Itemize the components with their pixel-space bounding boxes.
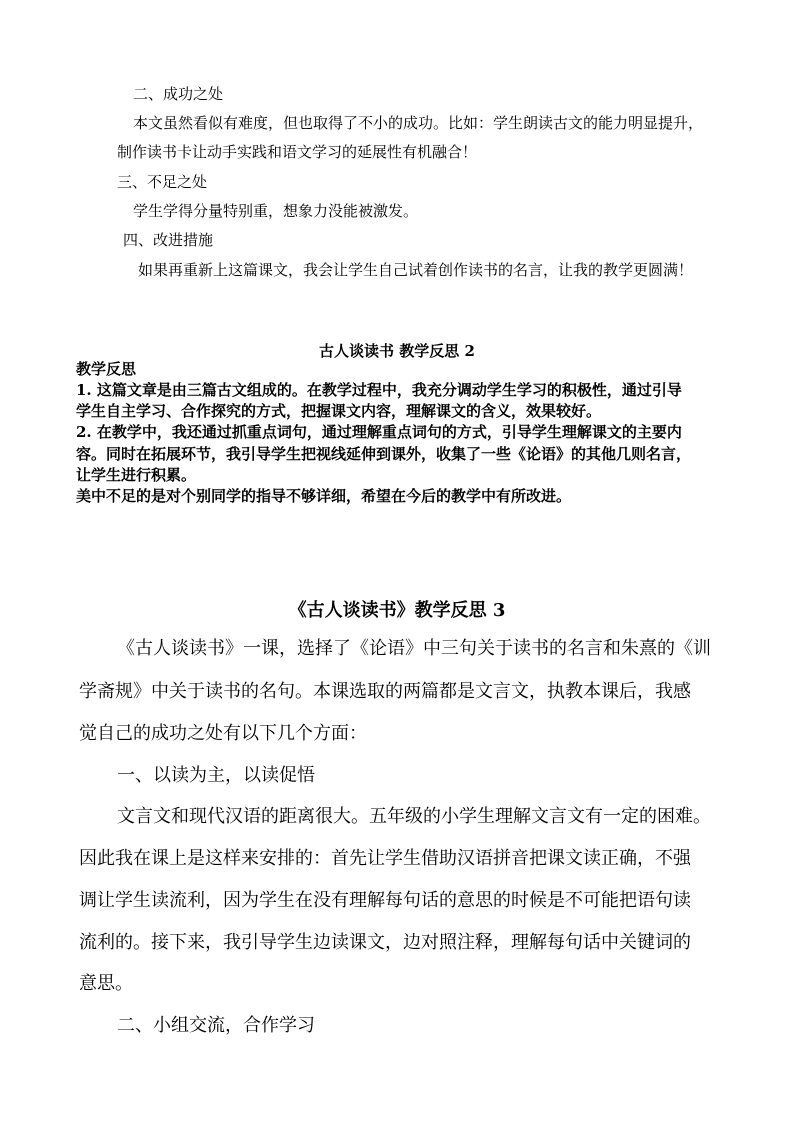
para-improve: 如果再重新上这篇课文，我会让学生自己试着创作读书的名言，让我的教学更圆满！ [138, 261, 694, 279]
section-3-p1-line-5: 意思。 [79, 973, 133, 994]
section-3-intro-line-2: 学斋规》中关于读书的名句。本课选取的两篇都是文言文，执教本课后，我感 [79, 681, 691, 702]
section-3-heading-1: 一、以读为主，以读促悟 [117, 765, 315, 786]
section-2-subtitle: 教学反思 [76, 360, 137, 378]
section-3-heading-2: 二、小组交流，合作学习 [117, 1015, 315, 1036]
section-2-line-2: 学生自主学习、合作探究的方式，把握课文内容，理解课文的含义，效果较好。 [76, 402, 602, 420]
section-3-intro-line-3: 觉自己的成功之处有以下几个方面： [79, 723, 367, 744]
section-3-p1-line-1: 文言文和现代汉语的距离很大。五年级的小学生理解文言文有一定的困难。 [117, 806, 711, 827]
section-2-line-5: 让学生进行积累。 [76, 466, 197, 484]
section-3-p1-line-4: 流利的。接下来，我引导学生边读课文，边对照注释，理解每句话中关键词的 [79, 932, 691, 953]
heading-improve: 四、改进措施 [123, 231, 214, 249]
section-2-line-6: 美中不足的是对个别同学的指导不够详细，希望在今后的教学中有所改进。 [76, 487, 572, 505]
section-3-intro-line-1: 《古人谈读书》一课，选择了《论语》中三句关于读书的名言和朱熹的《训 [117, 638, 711, 659]
para-success-line-1: 本文虽然看似有难度，但也取得了不小的成功。比如：学生朗读古文的能力明显提升， [133, 114, 704, 132]
section-2-title: 古人谈读书 教学反思 2 [319, 342, 475, 360]
para-shortfall: 学生学得分量特别重，想象力没能被激发。 [133, 202, 419, 220]
section-2-line-1: 1. 这篇文章是由三篇古文组成的。在教学过程中，我充分调动学生学习的积极性，通过引导 [76, 381, 682, 399]
section-2-line-3: 2. 在教学中，我还通过抓重点词句，通过理解重点词句的方式，引导学生理解课文的主要内 [76, 423, 682, 441]
heading-shortfall: 三、不足之处 [117, 173, 208, 191]
section-3-title: 《古人谈读书》教学反思 3 [288, 600, 506, 621]
section-2-line-4: 容。同时在拓展环节，我引导学生把视线延伸到课外，收集了一些《论语》的其他几则名言， [76, 445, 692, 463]
para-success-line-2: 制作读书卡让动手实践和语文学习的延展性有机融合！ [117, 143, 478, 161]
heading-success: 二、成功之处 [133, 85, 224, 103]
section-3-p1-line-2: 因此我在课上是这样来安排的：首先让学生借助汉语拼音把课文读正确，不强 [79, 848, 691, 869]
section-3-p1-line-3: 调让学生读流利，因为学生在没有理解每句话的意思的时候是不可能把语句读 [79, 890, 691, 911]
